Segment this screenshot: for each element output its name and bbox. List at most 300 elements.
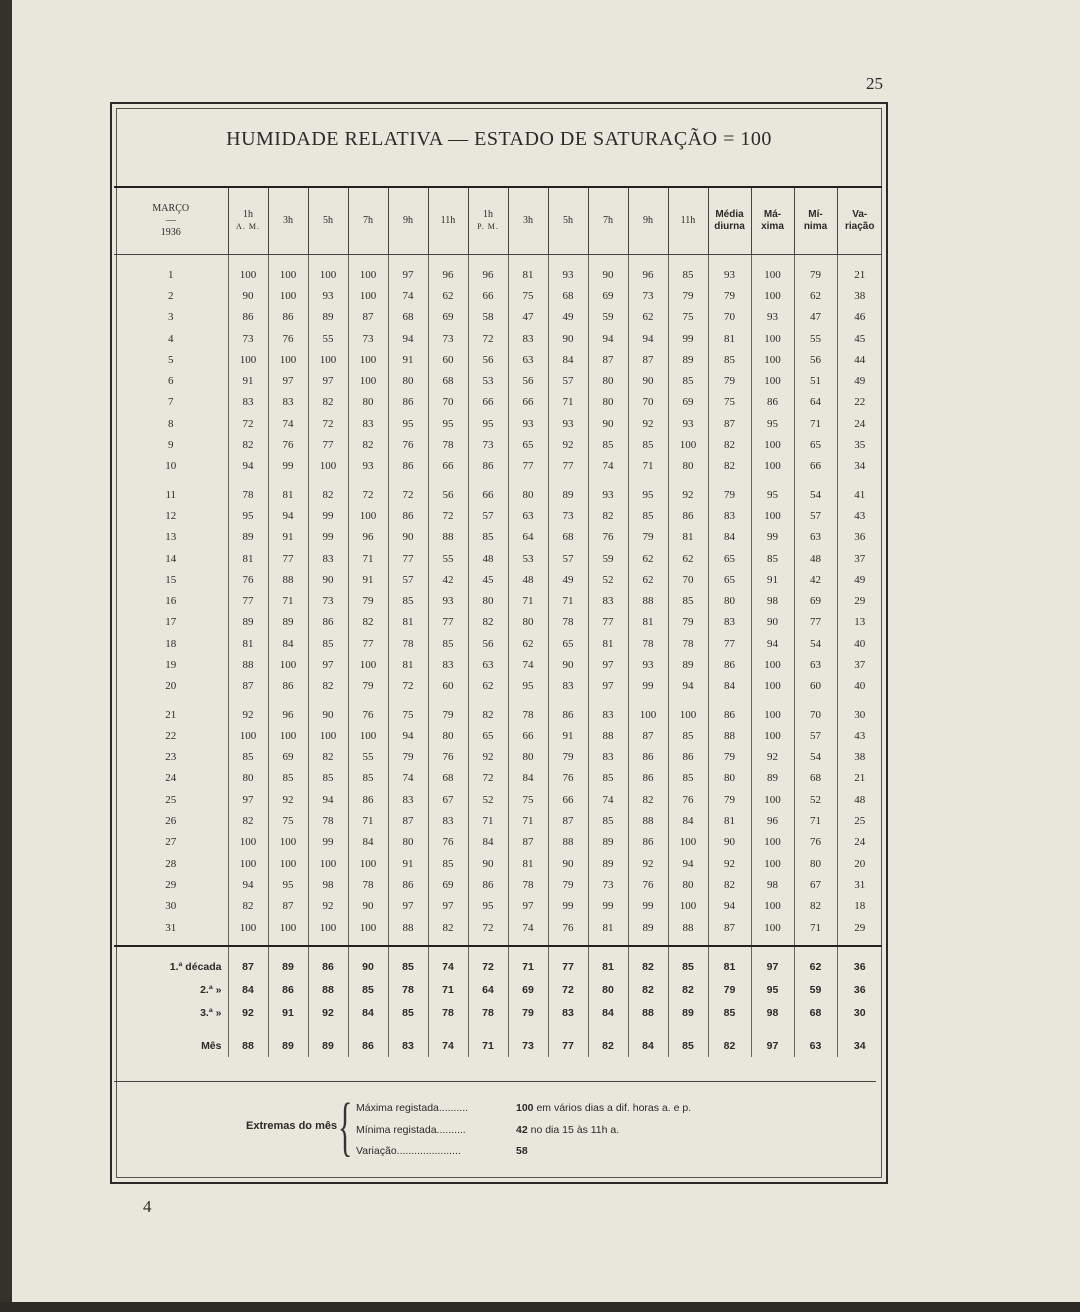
table-cell: 49 [548, 569, 588, 590]
header-stat-label: diurna [714, 221, 745, 232]
table-cell: 88 [668, 917, 708, 938]
table-cell: 81 [668, 527, 708, 548]
table-cell: 78 [628, 633, 668, 654]
spacer-cell [548, 938, 588, 946]
table-cell: 77 [308, 434, 348, 455]
table-cell: 79 [708, 484, 751, 505]
table-cell: 82 [468, 612, 508, 633]
table-cell: 88 [428, 527, 468, 548]
spacer-cell [794, 477, 837, 484]
header-hour-8 [548, 187, 588, 255]
table-cell: 86 [348, 1034, 388, 1057]
spacer-cell [794, 946, 837, 955]
table-cell: 82 [308, 484, 348, 505]
table-cell: 72 [388, 676, 428, 697]
table-cell: 89 [308, 1034, 348, 1057]
table-cell: 97 [588, 676, 628, 697]
spacer-cell [794, 1024, 837, 1034]
table-cell: 82 [308, 392, 348, 413]
header-stat-label: Mí- [808, 209, 823, 220]
spacer-cell [348, 255, 388, 265]
table-cell: 98 [751, 1001, 794, 1024]
table-cell: 92 [228, 704, 268, 725]
table-cell: 74 [428, 955, 468, 978]
table-cell: 97 [428, 896, 468, 917]
table-cell: 69 [508, 978, 548, 1001]
spacer-cell [228, 697, 268, 704]
table-cell: 71 [468, 1034, 508, 1057]
table-cell: 100 [348, 349, 388, 370]
table-cell: 71 [348, 810, 388, 831]
table-cell: 70 [428, 392, 468, 413]
table-cell: 100 [348, 370, 388, 391]
table-cell: 75 [268, 810, 308, 831]
table-cell: 51 [794, 370, 837, 391]
table-row [114, 704, 882, 725]
table-cell: 97 [751, 1034, 794, 1057]
header-hour-label: 9h [643, 215, 653, 226]
spacer-cell [268, 477, 308, 484]
spacer-cell [428, 1024, 468, 1034]
table-cell: 71 [268, 590, 308, 611]
table-cell: 90 [548, 853, 588, 874]
spacer-cell [794, 697, 837, 704]
spacer-cell [588, 946, 628, 955]
table-cell: 68 [794, 768, 837, 789]
table-cell: 100 [751, 725, 794, 746]
table-cell: 78 [308, 810, 348, 831]
table-cell: 49 [548, 307, 588, 328]
row-label: 17 [165, 616, 177, 629]
table-cell: 80 [708, 768, 751, 789]
table-cell: 68 [548, 527, 588, 548]
table-row [114, 370, 882, 391]
table-cell: 100 [751, 456, 794, 477]
table-cell: 85 [708, 349, 751, 370]
spacer-cell [794, 938, 837, 946]
page-number-bottom: 4 [143, 1197, 152, 1216]
table-cell: 91 [388, 349, 428, 370]
table-cell: 80 [388, 832, 428, 853]
table-cell: 78 [548, 612, 588, 633]
table-cell: 36 [837, 527, 882, 548]
table-cell: 42 [428, 569, 468, 590]
spacer-row [114, 946, 882, 955]
page-title: HUMIDADE RELATIVA — ESTADO DE SATURAÇÃO = 100 [226, 128, 772, 150]
table-cell: 88 [548, 832, 588, 853]
table-cell: 100 [751, 917, 794, 938]
table-cell: 93 [628, 654, 668, 675]
table-cell: 100 [228, 853, 268, 874]
spacer-cell [348, 697, 388, 704]
spacer-cell [548, 477, 588, 484]
table-cell: 90 [308, 704, 348, 725]
table-cell: 63 [794, 654, 837, 675]
table-cell: 94 [308, 789, 348, 810]
table-cell: 91 [268, 527, 308, 548]
spacer-cell [114, 946, 228, 955]
row-label: 29 [165, 878, 177, 891]
table-cell: 81 [708, 328, 751, 349]
spacer-cell [628, 946, 668, 955]
table-cell: 100 [228, 725, 268, 746]
table-row [114, 654, 882, 675]
table-cell: 75 [708, 392, 751, 413]
table-cell: 55 [308, 328, 348, 349]
table-cell: 80 [588, 370, 628, 391]
table-cell: 79 [708, 747, 751, 768]
table-cell: 72 [548, 978, 588, 1001]
table-cell: 86 [228, 307, 268, 328]
header-hour-5 [428, 187, 468, 255]
table-cell: 90 [628, 370, 668, 391]
table-cell: 100 [628, 704, 668, 725]
row-label: 15 [165, 573, 177, 586]
table-cell: 63 [508, 349, 548, 370]
row-label: 28 [165, 857, 177, 870]
table-cell: 85 [348, 768, 388, 789]
spacer-cell [548, 946, 588, 955]
table-cell: 76 [668, 789, 708, 810]
table-cell: 78 [508, 874, 548, 895]
table-cell: 38 [837, 747, 882, 768]
table-cell: 29 [837, 917, 882, 938]
table-cell: 63 [468, 654, 508, 675]
table-cell: 86 [628, 832, 668, 853]
table-cell: 90 [388, 527, 428, 548]
table-cell: 95 [228, 505, 268, 526]
table-cell: 85 [668, 1034, 708, 1057]
table-cell: 72 [428, 505, 468, 526]
table-cell: 49 [837, 370, 882, 391]
table-cell: 82 [708, 456, 751, 477]
table-cell: 71 [468, 810, 508, 831]
table-row [114, 307, 882, 328]
extremas-max-name: Máxima registada.......... [356, 1102, 469, 1114]
table-cell: 47 [794, 307, 837, 328]
table-cell: 80 [468, 590, 508, 611]
table-cell: 100 [268, 654, 308, 675]
table-bottom-rule [114, 1081, 876, 1082]
spacer-row [114, 255, 882, 265]
table-cell: 86 [308, 612, 348, 633]
header-hour-label: 11h [680, 215, 696, 226]
table-cell: 76 [268, 434, 308, 455]
table-cell: 86 [388, 392, 428, 413]
spacer-cell [668, 946, 708, 955]
table-cell: 67 [428, 789, 468, 810]
table-cell: 87 [708, 413, 751, 434]
table-cell: 62 [628, 569, 668, 590]
table-cell: 99 [268, 456, 308, 477]
spacer-cell [348, 477, 388, 484]
table-cell: 100 [308, 264, 348, 285]
spacer-cell [668, 477, 708, 484]
header-hour-9 [588, 187, 628, 255]
spacer-cell [668, 255, 708, 265]
table-cell: 66 [468, 484, 508, 505]
table-cell: 37 [837, 654, 882, 675]
table-row [114, 413, 882, 434]
table-cell: 76 [428, 832, 468, 853]
table-row [114, 853, 882, 874]
table-cell: 68 [428, 768, 468, 789]
table-cell: 96 [348, 527, 388, 548]
table-cell: 84 [668, 810, 708, 831]
spacer-cell [428, 697, 468, 704]
table-cell: 47 [508, 307, 548, 328]
spacer-cell [428, 255, 468, 265]
table-cell: 72 [468, 955, 508, 978]
spacer-cell [268, 938, 308, 946]
table-cell: 59 [588, 307, 628, 328]
table-cell: 84 [628, 1034, 668, 1057]
table-cell: 78 [668, 633, 708, 654]
header-hour-label: 9h [403, 215, 413, 226]
table-cell: 77 [794, 612, 837, 633]
table-cell: 71 [628, 456, 668, 477]
table-cell: 71 [548, 392, 588, 413]
table-cell: 100 [348, 264, 388, 285]
table-cell: 83 [268, 392, 308, 413]
table-cell: 73 [308, 590, 348, 611]
table-cell: 82 [228, 434, 268, 455]
table-cell: 85 [388, 955, 428, 978]
table-cell: 24 [837, 413, 882, 434]
extremas-max-number: 100 [516, 1102, 534, 1114]
table-cell: 97 [388, 896, 428, 917]
table-cell: 60 [428, 676, 468, 697]
table-cell: 84 [268, 633, 308, 654]
table-cell: 99 [751, 527, 794, 548]
table-cell: 82 [588, 505, 628, 526]
table-cell: 22 [837, 392, 882, 413]
table-cell: 71 [508, 955, 548, 978]
spacer-cell [388, 938, 428, 946]
table-cell: 91 [268, 1001, 308, 1024]
header-hour-1 [268, 187, 308, 255]
table-cell: 83 [428, 810, 468, 831]
table-cell: 82 [668, 978, 708, 1001]
table-cell: 95 [468, 413, 508, 434]
table-cell: 88 [268, 569, 308, 590]
table-cell: 73 [588, 874, 628, 895]
table-cell: 100 [348, 505, 388, 526]
table-cell: 53 [468, 370, 508, 391]
table-cell: 37 [837, 548, 882, 569]
table-cell: 71 [348, 548, 388, 569]
table-cell: 77 [348, 633, 388, 654]
table-cell: 34 [837, 1034, 882, 1057]
table-cell: 72 [228, 413, 268, 434]
table-cell: 85 [668, 955, 708, 978]
table-cell: 66 [508, 725, 548, 746]
header-month-label: MARÇO [152, 203, 190, 214]
table-cell: 77 [428, 612, 468, 633]
table-cell: 86 [268, 676, 308, 697]
spacer-cell [837, 946, 882, 955]
table-cell: 64 [794, 392, 837, 413]
extremas-min-value [516, 1124, 619, 1136]
header-stat-label: Va- [852, 209, 868, 220]
table-cell: 60 [428, 349, 468, 370]
spacer-cell [228, 938, 268, 946]
spacer-cell [508, 1024, 548, 1034]
table-cell: 62 [628, 307, 668, 328]
table-cell: 85 [268, 768, 308, 789]
spacer-row [114, 938, 882, 946]
table-cell: 83 [548, 1001, 588, 1024]
table-cell: 82 [794, 896, 837, 917]
header-month [114, 187, 228, 255]
table-cell: 97 [508, 896, 548, 917]
table-cell: 77 [588, 612, 628, 633]
table-cell: 80 [508, 612, 548, 633]
table-cell: 63 [794, 1034, 837, 1057]
header-hour-label: 7h [603, 215, 613, 226]
spacer-cell [837, 1024, 882, 1034]
table-row [114, 633, 882, 654]
table-cell: 82 [468, 704, 508, 725]
table-cell: 74 [388, 768, 428, 789]
page-bottom-edge [0, 1302, 1080, 1312]
table-cell: 73 [628, 285, 668, 306]
table-cell: 90 [588, 413, 628, 434]
table-cell: 56 [468, 349, 508, 370]
extremas-min-number: 42 [516, 1124, 528, 1136]
table-cell: 85 [588, 434, 628, 455]
table-header-row [114, 187, 882, 255]
table-cell: 68 [388, 307, 428, 328]
table-cell: 52 [468, 789, 508, 810]
row-label: 3.ª » [200, 1006, 222, 1019]
table-cell: 80 [668, 456, 708, 477]
row-label: 9 [168, 439, 174, 452]
table-cell: 100 [751, 328, 794, 349]
table-cell: 81 [228, 548, 268, 569]
table-cell: 88 [628, 810, 668, 831]
spacer-cell [348, 938, 388, 946]
spacer-cell [228, 946, 268, 955]
table-cell: 86 [388, 456, 428, 477]
spacer-cell [628, 938, 668, 946]
header-month-dash: — [165, 215, 176, 226]
table-cell: 73 [468, 434, 508, 455]
table-row [114, 725, 882, 746]
table-cell: 71 [794, 917, 837, 938]
row-label: 2 [168, 289, 174, 302]
table-cell: 89 [668, 654, 708, 675]
table-cell: 82 [628, 789, 668, 810]
table-cell: 80 [388, 370, 428, 391]
table-cell: 85 [308, 633, 348, 654]
table-cell: 83 [388, 1034, 428, 1057]
table-cell: 56 [468, 633, 508, 654]
table-cell: 97 [308, 370, 348, 391]
table-cell: 100 [751, 349, 794, 370]
table-cell: 92 [308, 1001, 348, 1024]
table-cell: 79 [668, 612, 708, 633]
table-row [114, 328, 882, 349]
table-cell: 77 [388, 548, 428, 569]
table-cell: 76 [548, 917, 588, 938]
table-cell: 99 [548, 896, 588, 917]
table-cell: 100 [751, 505, 794, 526]
table-cell: 21 [837, 768, 882, 789]
table-cell: 82 [708, 434, 751, 455]
table-cell: 82 [708, 1034, 751, 1057]
row-label: 8 [168, 417, 174, 430]
table-cell: 79 [794, 264, 837, 285]
table-cell: 84 [348, 832, 388, 853]
table-cell: 68 [794, 1001, 837, 1024]
spacer-cell [588, 697, 628, 704]
spacer-cell [308, 697, 348, 704]
table-cell: 81 [508, 853, 548, 874]
table-cell: 89 [228, 612, 268, 633]
row-label: 2.ª » [200, 983, 222, 996]
table-cell: 58 [468, 307, 508, 328]
table-cell: 94 [228, 456, 268, 477]
table-cell: 90 [308, 569, 348, 590]
table-cell: 89 [228, 527, 268, 548]
table-cell: 100 [228, 349, 268, 370]
header-hour-label: 1h [243, 209, 253, 220]
table-cell: 88 [388, 917, 428, 938]
table-cell: 95 [751, 978, 794, 1001]
spacer-cell [837, 938, 882, 946]
row-label: 14 [165, 552, 177, 565]
table-cell: 94 [708, 896, 751, 917]
table-cell: 74 [428, 1034, 468, 1057]
table-cell: 100 [308, 725, 348, 746]
row-label: 5 [168, 353, 174, 366]
table-cell: 79 [708, 370, 751, 391]
extremas-max-value [516, 1102, 691, 1114]
table-cell: 82 [348, 434, 388, 455]
table-cell: 83 [708, 612, 751, 633]
table-cell: 54 [794, 747, 837, 768]
table-cell: 96 [468, 264, 508, 285]
table-cell: 65 [708, 569, 751, 590]
table-cell: 85 [428, 633, 468, 654]
spacer-cell [114, 255, 228, 265]
table-cell: 97 [588, 654, 628, 675]
table-cell: 53 [508, 548, 548, 569]
header-hour-label: 1h [483, 209, 493, 220]
spacer-cell [668, 938, 708, 946]
table-cell: 48 [794, 548, 837, 569]
table-cell: 89 [668, 349, 708, 370]
table-row [114, 747, 882, 768]
table-cell: 43 [837, 725, 882, 746]
table-cell: 84 [468, 832, 508, 853]
table-cell: 78 [348, 874, 388, 895]
table-cell: 76 [268, 328, 308, 349]
table-cell: 85 [388, 1001, 428, 1024]
table-cell: 88 [228, 654, 268, 675]
table-cell: 92 [548, 434, 588, 455]
table-cell: 85 [628, 434, 668, 455]
table-cell: 65 [708, 548, 751, 569]
table-cell: 84 [708, 676, 751, 697]
row-label: 21 [165, 708, 177, 721]
table-cell: 68 [428, 370, 468, 391]
table-cell: 86 [628, 747, 668, 768]
spacer-cell [228, 477, 268, 484]
table-cell: 80 [708, 590, 751, 611]
table-cell: 86 [468, 874, 508, 895]
